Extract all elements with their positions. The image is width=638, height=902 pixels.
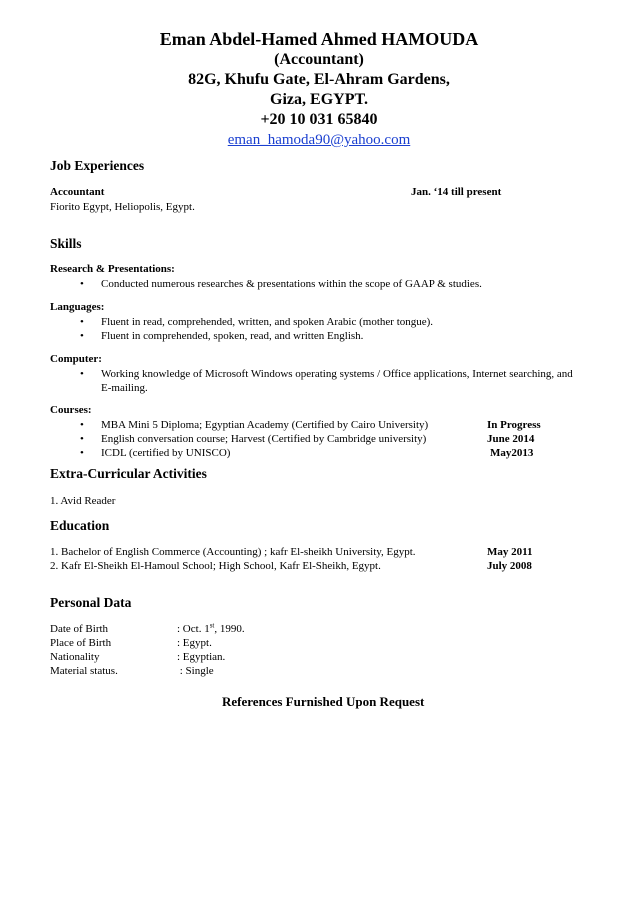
nationality-value: : Egyptian. [177,651,226,663]
education-heading: Education [50,518,110,533]
language-item: Fluent in comprehended, spoken, read, and written English. [101,330,364,342]
computer-item: Working knowledge of Microsoft Windows operating systems / Office applications, Internet searching, and E-mailing. [101,368,573,394]
extra-curricular-heading: Extra-Curricular Activities [50,466,207,481]
course-status: May2013 [490,447,534,459]
bullet-icon: • [80,278,84,290]
bullet-icon: • [80,419,84,431]
bullet-icon: • [80,330,84,342]
job-dates: Jan. ‘14 till present [411,186,502,198]
address-line-2: Giza, EGYPT. [270,91,368,108]
resume-header [0,28,638,150]
dob-label: Date of Birth [50,623,109,635]
bullet-icon: • [80,316,84,328]
phone-number: +20 10 031 65840 [260,111,378,128]
research-label: Research & Presentations: [50,263,175,275]
references-note: References Furnished Upon Request [222,694,425,709]
pob-value: : Egypt. [177,637,212,649]
marital-status-label: Material status. [50,665,118,677]
course-status: June 2014 [487,433,535,445]
computer-label: Computer: [50,353,102,365]
address-line-1: 82G, Khufu Gate, El-Ahram Gardens, [188,71,450,88]
candidate-title: (Accountant) [274,51,364,68]
bullet-icon: • [80,368,84,380]
job-position: Accountant [50,186,105,198]
language-item: Fluent in read, comprehended, written, and spoken Arabic (mother tongue). [101,316,434,328]
course-status: In Progress [487,419,541,431]
education-date: May 2011 [487,546,533,558]
course-item: ICDL (certified by UNISCO) [101,447,231,459]
personal-data-heading: Personal Data [50,595,132,610]
marital-status-value: : Single [177,665,214,677]
job-company: Fiorito Egypt, Heliopolis, Egypt. [50,201,195,213]
education-item: 1. Bachelor of English Commerce (Accounting) ; kafr El-sheikh University, Egypt. [50,546,416,558]
extra-curricular-item: 1. Avid Reader [50,495,116,507]
education-date: July 2008 [487,560,532,572]
course-item: English conversation course; Harvest (Certified by Cambridge university) [101,433,427,445]
nationality-label: Nationality [50,651,100,663]
bullet-icon: • [80,447,84,459]
bullet-icon: • [80,433,84,445]
research-item: Conducted numerous researches & presentations within the scope of GAAP & studies. [101,278,482,290]
email-link[interactable]: eman_hamoda90@yahoo.com [227,132,411,148]
pob-label: Place of Birth [50,637,112,649]
education-item: 2. Kafr El-Sheikh El-Hamoul School; High School, Kafr El-Sheikh, Egypt. [50,560,381,572]
skills-heading: Skills [50,236,82,251]
languages-label: Languages: [50,301,105,313]
course-item: MBA Mini 5 Diploma; Egyptian Academy (Certified by Cairo University) [101,419,429,431]
dob-value: : Oct. 1st, 1990. [177,621,245,635]
candidate-name: Eman Abdel-Hamed Ahmed HAMOUDA [159,29,479,49]
job-experiences-heading: Job Experiences [50,158,145,173]
courses-label: Courses: [50,404,92,416]
